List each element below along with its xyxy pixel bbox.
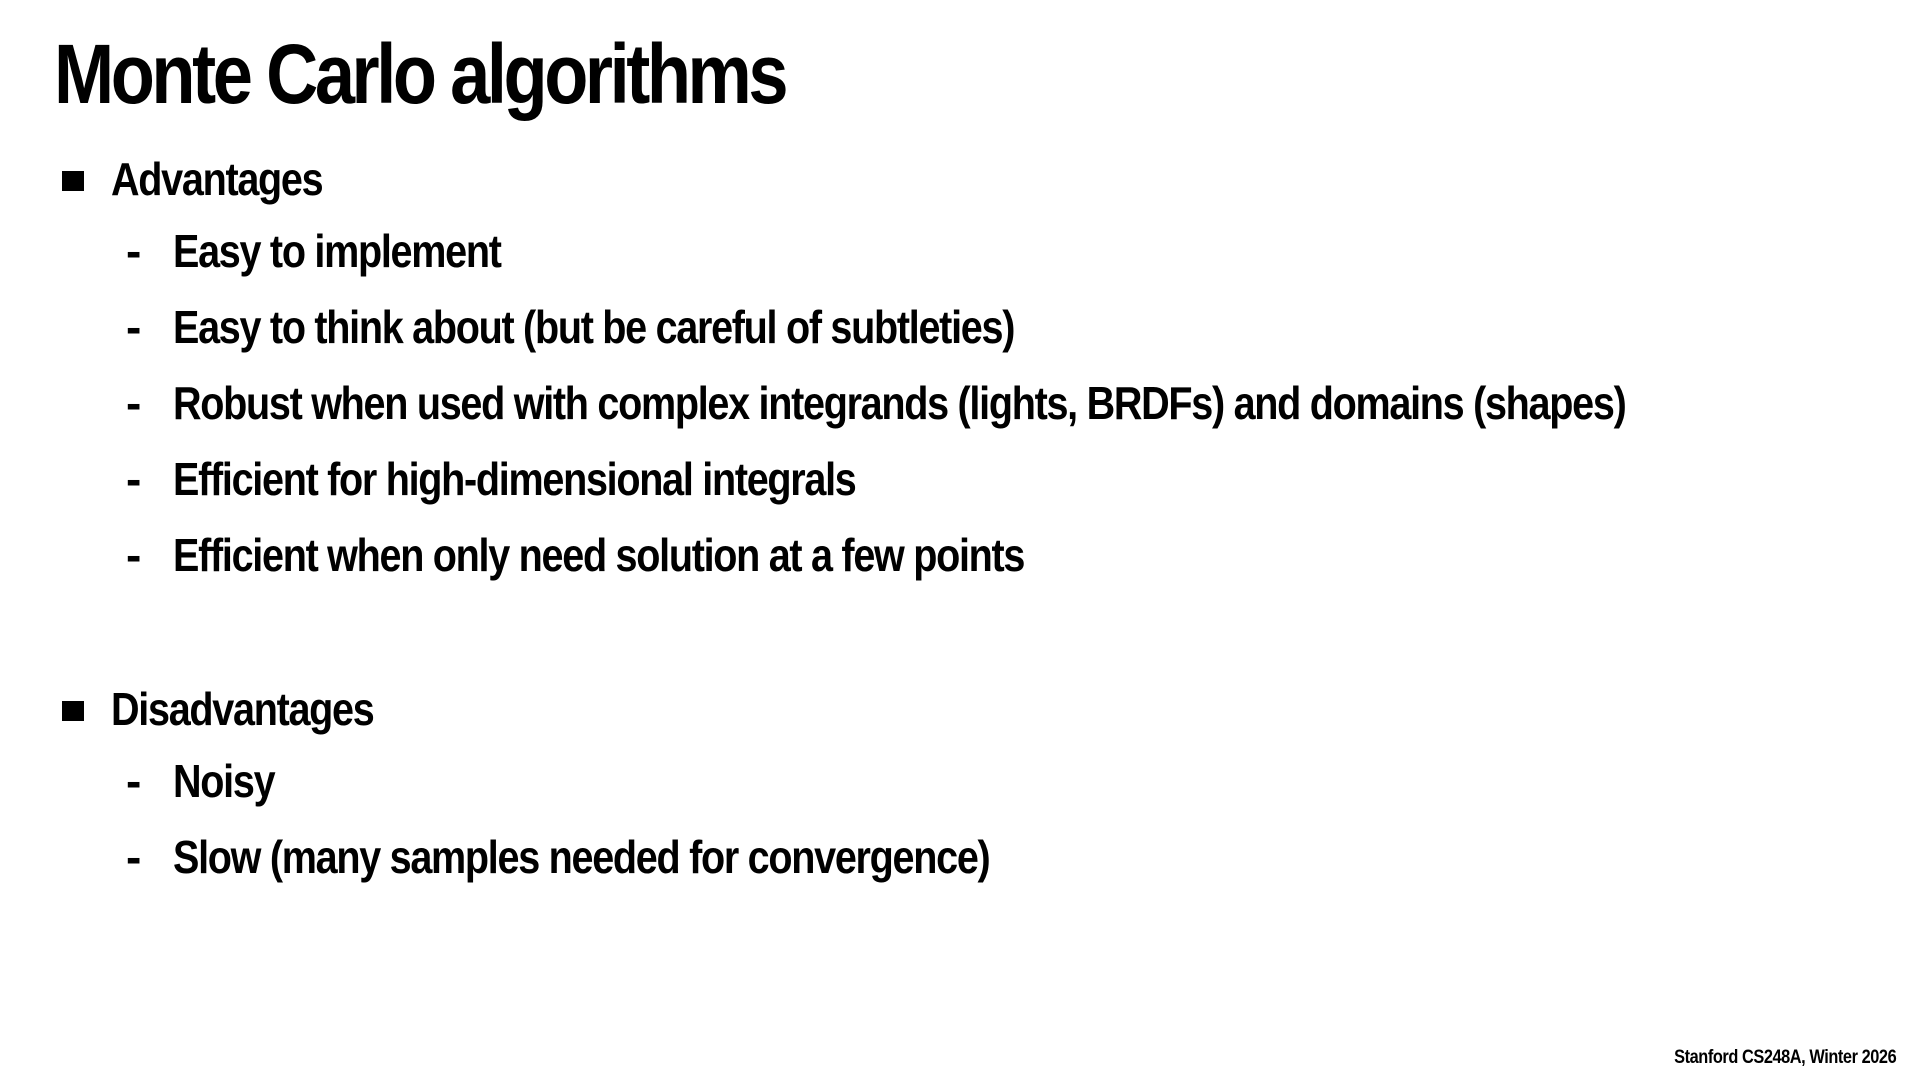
dash-bullet: -	[126, 225, 142, 277]
section-heading-row	[0, 148, 1920, 210]
disadvantages-list	[0, 740, 1920, 892]
list-item-text: Easy to think about (but be careful of subtleties)	[173, 301, 1015, 353]
section-heading-row	[0, 678, 1920, 740]
list-item-text: Easy to implement	[173, 225, 501, 277]
slide-title: Monte Carlo algorithms	[54, 27, 786, 121]
list-item	[0, 286, 1920, 362]
list-item	[0, 514, 1920, 590]
advantages-heading: Advantages	[111, 153, 323, 205]
disadvantages-heading: Disadvantages	[111, 683, 374, 735]
dash-bullet: -	[126, 831, 142, 883]
list-item	[0, 740, 1920, 816]
list-item	[0, 362, 1920, 438]
dash-bullet: -	[126, 301, 142, 353]
list-item-text: Efficient for high-dimensional integrals	[173, 453, 856, 505]
disadvantages-section	[0, 678, 1920, 892]
advantages-section	[0, 148, 1920, 590]
list-item-text: Efficient when only need solution at a few points	[173, 529, 1025, 581]
list-item-text: Slow (many samples needed for convergence)	[173, 831, 990, 883]
advantages-list	[0, 210, 1920, 590]
square-bullet-icon	[62, 701, 84, 721]
list-item	[0, 210, 1920, 286]
dash-bullet: -	[126, 529, 142, 581]
list-item-text: Noisy	[173, 755, 275, 807]
dash-bullet: -	[126, 755, 142, 807]
dash-bullet: -	[126, 377, 142, 429]
list-item	[0, 816, 1920, 892]
slide-footer: Stanford CS248A, Winter 2026	[1673, 1047, 1896, 1068]
list-item-text: Robust when used with complex integrands (lights, BRDFs) and domains (shapes)	[173, 377, 1626, 429]
square-bullet-icon	[62, 171, 84, 191]
dash-bullet: -	[126, 453, 142, 505]
list-item	[0, 438, 1920, 514]
